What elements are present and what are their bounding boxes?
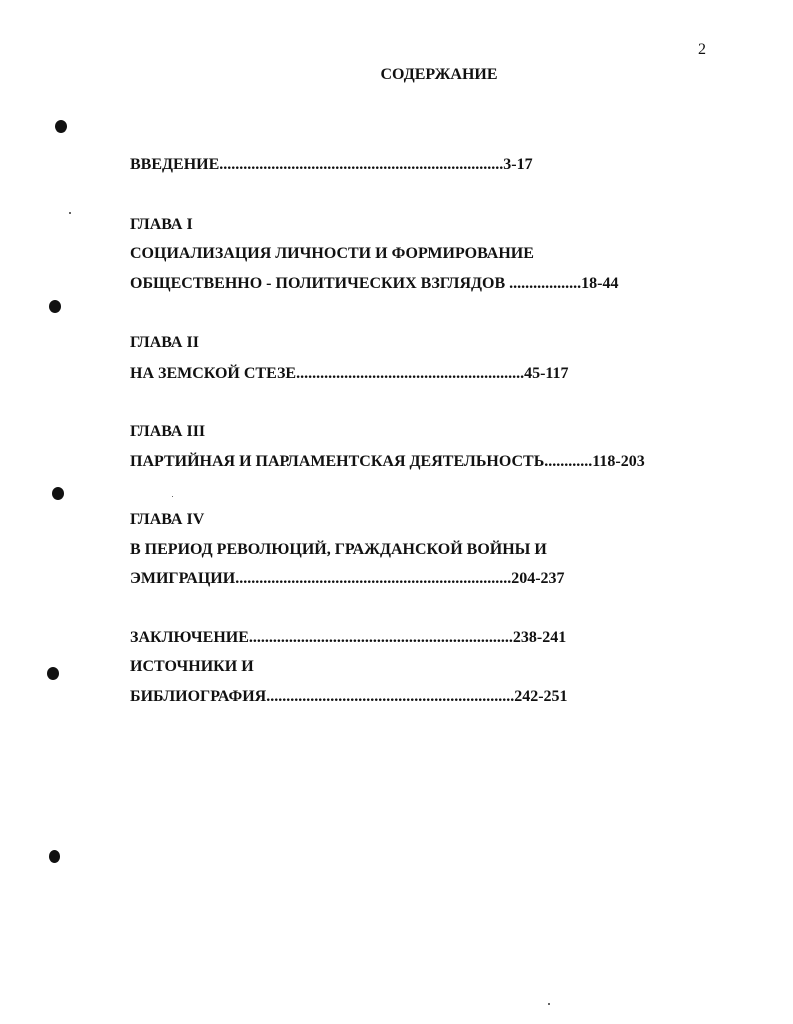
toc-chapter1-heading: ГЛАВА I — [130, 216, 193, 233]
toc-chapter4-title-line2: ЭМИГРАЦИИ.....................................................................204-237 — [130, 570, 565, 587]
scan-speck — [548, 1003, 550, 1005]
toc-chapter4-title-line1: В ПЕРИОД РЕВОЛЮЦИЙ, ГРАЖДАНСКОЙ ВОЙНЫ И — [130, 541, 547, 558]
toc-sources-line1: ИСТОЧНИКИ И — [130, 658, 254, 675]
toc-sources-line2: БИБЛИОГРАФИЯ..............................................................242-251 — [130, 688, 568, 705]
toc-chapter1-title-line2: ОБЩЕСТВЕННО - ПОЛИТИЧЕСКИХ ВЗГЛЯДОВ ..................18-44 — [130, 275, 619, 292]
scan-speck — [69, 212, 71, 214]
punch-hole-mark — [49, 850, 60, 863]
scan-speck — [172, 496, 173, 497]
punch-hole-mark — [49, 300, 61, 313]
toc-chapter4-heading: ГЛАВА IV — [130, 511, 205, 528]
toc-chapter3-heading: ГЛАВА III — [130, 423, 206, 440]
punch-hole-mark — [55, 120, 67, 133]
page-number: 2 — [698, 41, 706, 58]
toc-chapter2-title: НА ЗЕМСКОЙ СТЕЗЕ.........................................................45-117 — [130, 365, 569, 382]
toc-conclusion: ЗАКЛЮЧЕНИЕ..................................................................238-241 — [130, 629, 567, 646]
toc-chapter2-heading: ГЛАВА II — [130, 334, 199, 351]
toc-chapter3-title: ПАРТИЙНАЯ И ПАРЛАМЕНТСКАЯ ДЕЯТЕЛЬНОСТЬ............118-203 — [130, 453, 645, 470]
page-title: СОДЕРЖАНИЕ — [380, 66, 498, 83]
toc-chapter1-title-line1: СОЦИАЛИЗАЦИЯ ЛИЧНОСТИ И ФОРМИРОВАНИЕ — [130, 245, 534, 262]
toc-introduction: ВВЕДЕНИЕ.......................................................................3-17 — [130, 156, 533, 173]
punch-hole-mark — [52, 487, 64, 500]
punch-hole-mark — [47, 667, 59, 680]
